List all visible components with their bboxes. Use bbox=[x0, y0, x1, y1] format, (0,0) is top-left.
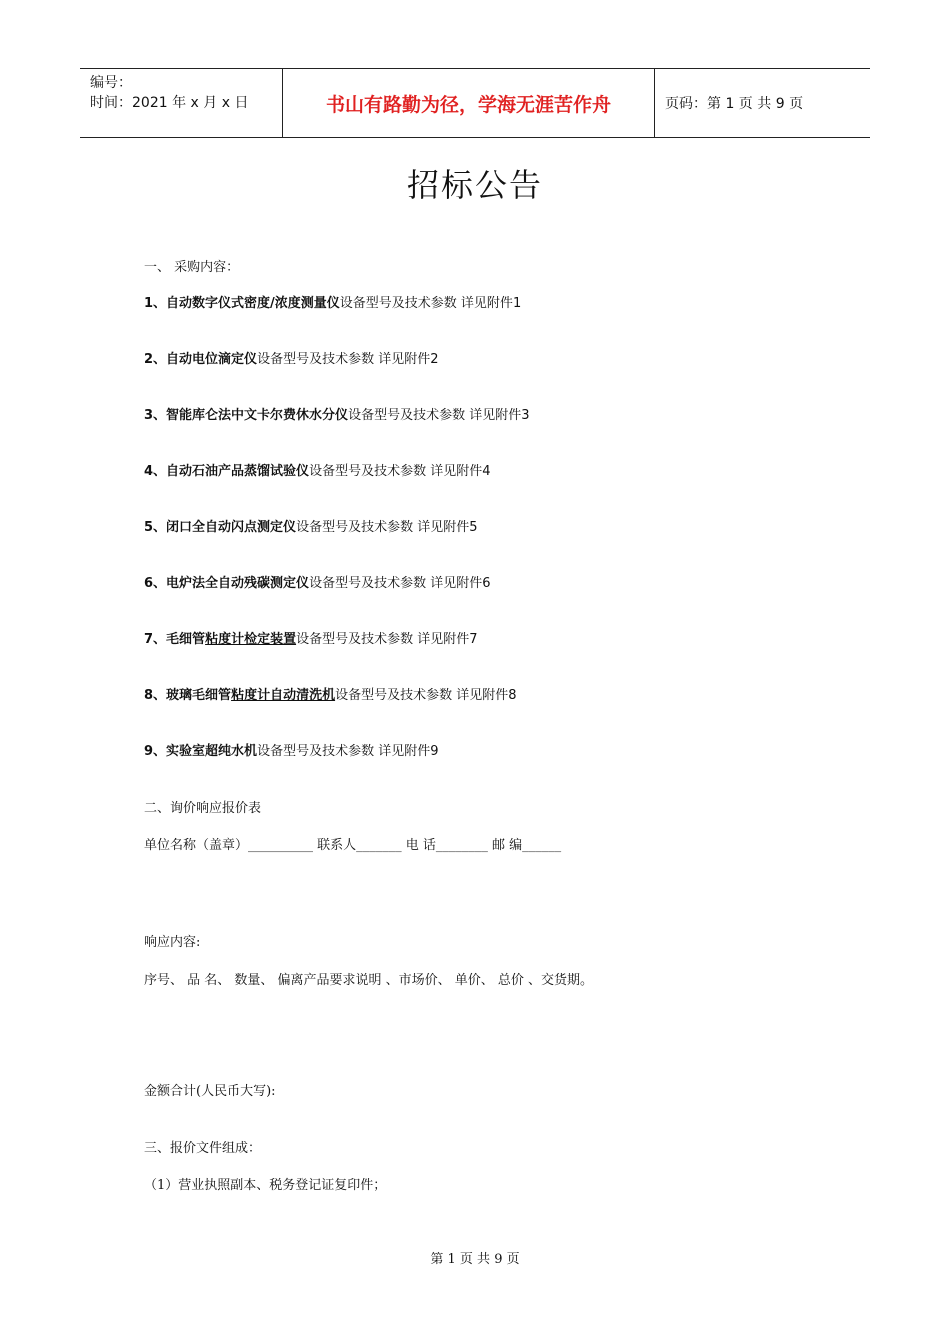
number-label: 编号： bbox=[90, 75, 132, 91]
document-header bbox=[80, 68, 870, 138]
item-name: 闭口全自动闪点测定仪 bbox=[166, 520, 297, 535]
item-name: 玻璃毛细管 bbox=[166, 688, 232, 703]
list-item: 3、智能库仑法中文卡尔费休水分仪设备型号及技术参数 详见附件3 bbox=[144, 408, 530, 423]
list-item: 1、自动数字仪式密度/浓度测量仪设备型号及技术参数 详见附件1 bbox=[144, 296, 522, 311]
section3-heading: 三、报价文件组成： bbox=[144, 1141, 262, 1156]
list-item: 2、自动电位滴定仪设备型号及技术参数 详见附件2 bbox=[144, 352, 439, 367]
section3-item-1: （1）营业执照副本、税务登记证复印件； bbox=[144, 1178, 387, 1193]
item-name-underlined: 粘度计自动清洗机 bbox=[231, 688, 336, 703]
item-name: 自动数字仪式密度/浓度测量仪 bbox=[166, 296, 340, 311]
page-footer: 第 1 页 共 9 页 bbox=[430, 1252, 520, 1267]
item-name: 自动石油产品蒸馏试验仪 bbox=[166, 464, 310, 479]
list-item: 4、自动石油产品蒸馏试验仪设备型号及技术参数 详见附件4 bbox=[144, 464, 491, 479]
header-motto: 书山有路勤为径，学海无涯苦作舟 bbox=[282, 69, 655, 137]
page-title: 招标公告 bbox=[406, 166, 543, 204]
item-name-underlined: 粘度计检定装置 bbox=[205, 632, 297, 647]
header-page-info: 页码：第 1 页 共 9 页 bbox=[665, 96, 804, 112]
item-name: 智能库仑法中文卡尔费休水分仪 bbox=[166, 408, 349, 423]
item-name: 自动电位滴定仪 bbox=[166, 352, 258, 367]
contact-form-line: 单位名称（盖章）__________ 联系人_______ 电 话________ 邮 编______ bbox=[144, 838, 562, 853]
list-item: 5、闭口全自动闪点测定仪设备型号及技术参数 详见附件5 bbox=[144, 520, 478, 535]
total-amount-line: 金额合计(人民币大写): bbox=[144, 1084, 276, 1099]
list-item: 9、实验室超纯水机设备型号及技术参数 详见附件9 bbox=[144, 744, 439, 759]
section1-heading: 一、 采购内容： bbox=[144, 260, 240, 275]
item-name: 毛细管 bbox=[166, 632, 206, 647]
list-item: 7、毛细管粘度计检定装置设备型号及技术参数 详见附件7 bbox=[144, 632, 478, 647]
date-line: 时间：2021 年 x 月 x 日 bbox=[90, 95, 249, 111]
header-meta bbox=[80, 69, 282, 137]
list-item: 6、电炉法全自动残碳测定仪设备型号及技术参数 详见附件6 bbox=[144, 576, 491, 591]
item-name: 实验室超纯水机 bbox=[166, 744, 258, 759]
response-columns: 序号、 品 名、 数量、 偏离产品要求说明 、市场价、 单价、 总价 、交货期。 bbox=[144, 973, 594, 988]
section2-heading: 二、询价响应报价表 bbox=[144, 801, 262, 816]
list-item: 8、玻璃毛细管粘度计自动清洗机设备型号及技术参数 详见附件8 bbox=[144, 688, 517, 703]
item-name: 电炉法全自动残碳测定仪 bbox=[166, 576, 310, 591]
response-label: 响应内容: bbox=[144, 935, 201, 950]
